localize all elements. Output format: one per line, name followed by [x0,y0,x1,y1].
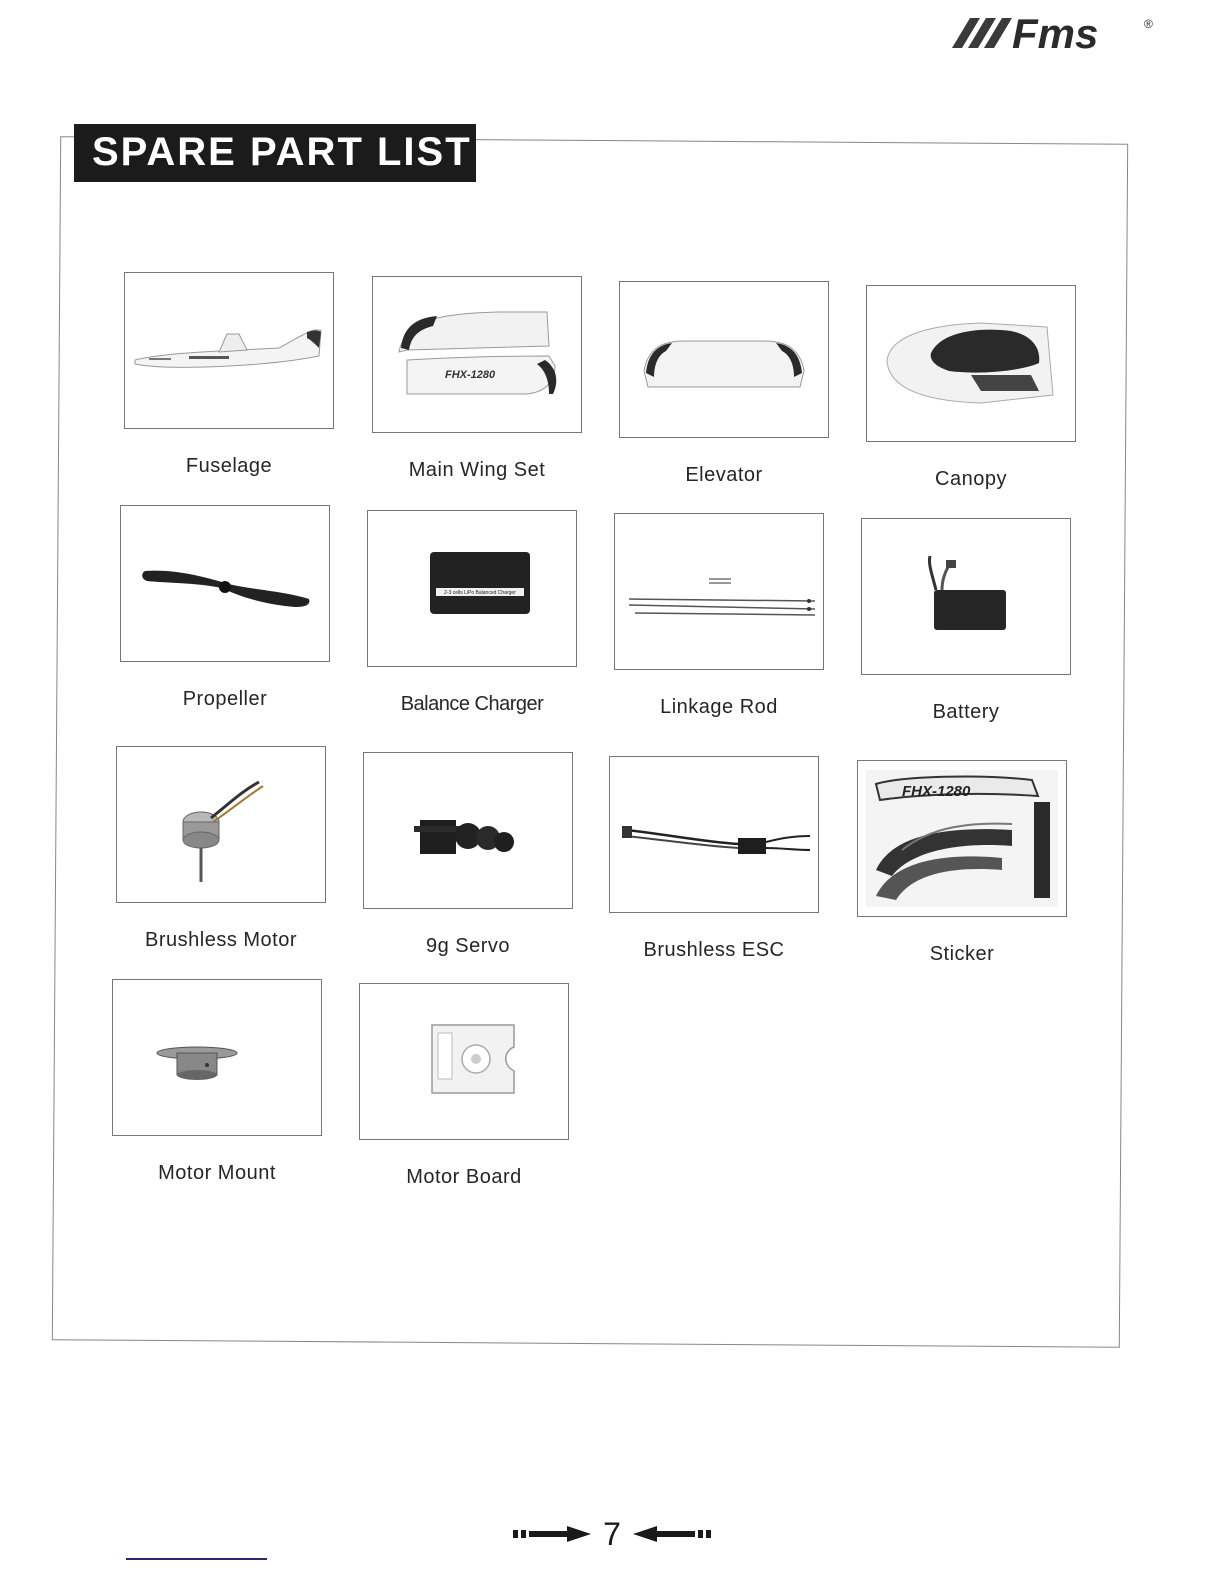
fuselage-icon [124,272,334,429]
left-arrow-icon [631,1524,713,1544]
part-brushless-motor [116,746,326,952]
footer-rule [126,1558,267,1560]
wing-print-text: FHX-1280 [445,369,496,381]
brand-logo [946,8,1166,58]
charger-icon [367,510,577,667]
part-label: Motor Board [406,1166,522,1188]
esc-icon [609,756,819,913]
part-label: Balance Charger [400,693,544,715]
part-label: Linkage Rod [660,696,778,718]
part-battery [861,518,1071,724]
sticker-print-text: FHX-1280 [902,783,971,800]
part-brushless-esc [609,756,819,962]
battery-icon [861,518,1071,675]
part-main-wing-set [372,276,582,482]
brand-name: Fms [1012,10,1099,57]
right-arrow-icon [511,1524,593,1544]
part-label: Sticker [929,943,995,965]
main-wing-icon [372,276,582,433]
servo-icon [363,752,573,909]
part-label: Propeller [182,688,268,710]
part-motor-mount [112,979,322,1185]
part-propeller [120,505,330,711]
part-label: Motor Mount [158,1162,276,1184]
linkage-rod-icon [614,513,824,670]
part-motor-board [359,983,569,1189]
part-sticker [857,760,1067,966]
sticker-icon [857,760,1067,917]
registered-mark: ® [1144,17,1153,31]
page-number: 7 [603,1515,621,1552]
part-linkage-rod [614,513,824,719]
part-label: Canopy [935,468,1007,490]
motor-mount-icon [112,979,322,1136]
part-label: Brushless Motor [145,929,297,951]
charger-print-text: 2-3 cells LiPo Balanced Charger [444,590,516,596]
elevator-icon [619,281,829,438]
propeller-icon [120,505,330,662]
section-title: SPARE PART LIST [74,124,476,182]
page-number-area [0,1512,1224,1556]
part-elevator [619,281,829,487]
part-9g-servo [363,752,573,958]
part-balance-charger [367,510,577,716]
part-fuselage [124,272,334,478]
part-label: Elevator [685,464,763,486]
motor-board-icon [359,983,569,1140]
motor-icon [116,746,326,903]
part-label: Battery [932,701,1000,723]
part-label: 9g Servo [425,935,511,957]
part-label: Main Wing Set [408,459,546,481]
part-canopy [866,285,1076,491]
part-label: Fuselage [185,455,273,477]
canopy-icon [866,285,1076,442]
part-label: Brushless ESC [643,939,785,961]
